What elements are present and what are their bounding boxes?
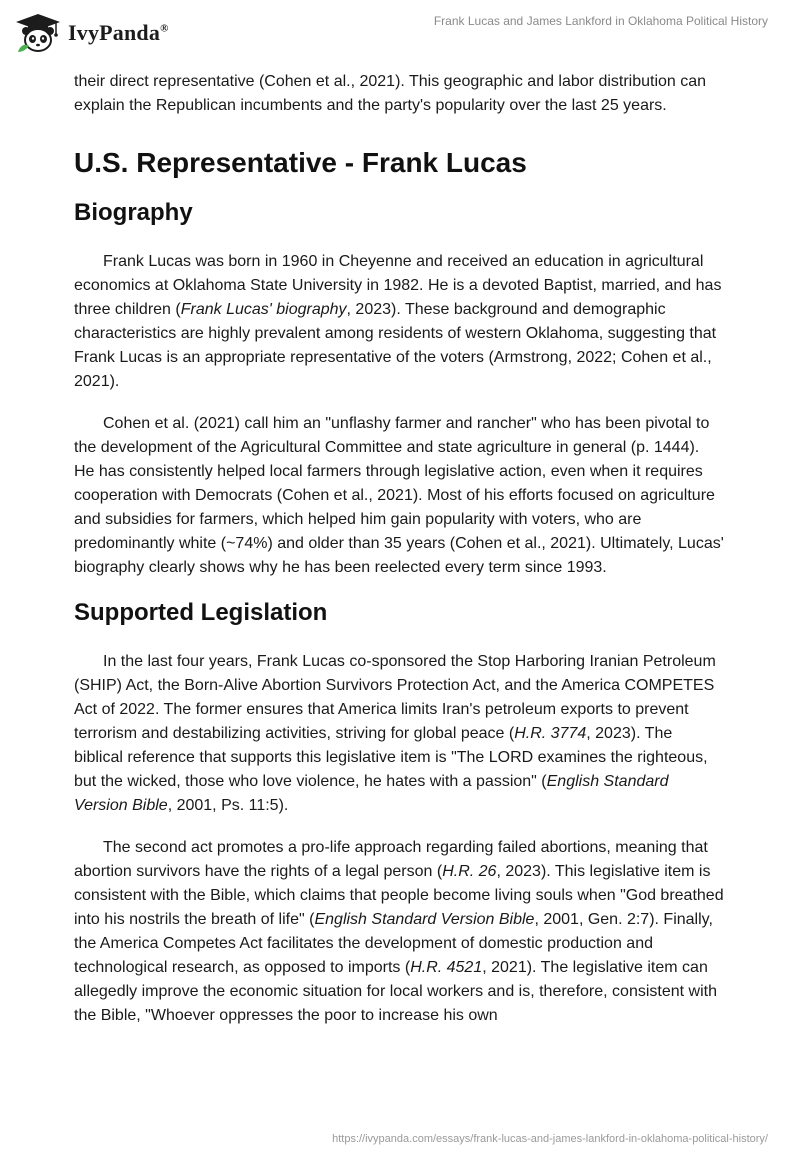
subheading-supported-legislation: Supported Legislation [74, 599, 328, 626]
biography-paragraph-1: Frank Lucas was born in 1960 in Cheyenne and received an education in agricultural economics at Oklahoma State University in 1982. He is a devoted Baptist, married, and has three children (Frank Lucas' biography, 2023). These background and demographic characteristics are highly prevalent among residents of western Oklahoma, suggesting that Frank Lucas is an appropriate representative of the voters (Armstrong, 2022; Cohen et al., 2021). [74, 253, 722, 390]
legislation-paragraph-2: The second act promotes a pro-life approach regarding failed abortions, meaning that abortion survivors have the rights of a legal person (H.R. 26, 2023). This legislative item is consistent with the Bible, which claims that people become living souls when "God breathed into his nostrils the breath of life" (English Standard Version Bible, 2001, Gen. 2:7). Finally, the America Competes Act facilitates the development of domestic production and technological research, as opposed to imports (H.R. 4521, 2021). The legislative item can allegedly improve the economic situation for local workers and is, therefore, consistent with the Bible, "Whoever oppresses the poor to increase his own [74, 839, 724, 1024]
intro-paragraph: their direct representative (Cohen et al., 2021). This geographic and labor distribution can explain the Republican incumbents and the party's popularity over the last 25 years. [74, 73, 707, 114]
section-heading-frank-lucas: U.S. Representative - Frank Lucas [74, 147, 527, 178]
source-url[interactable]: https://ivypanda.com/essays/frank-lucas-and-james-lankford-in-oklahoma-political-history/ [332, 1133, 768, 1145]
biography-paragraph-2: Cohen et al. (2021) call him an "unflashy farmer and rancher" who has been pivotal to the development of the Agricultural Committee and state agriculture in general (p. 1444). He has consistently helped local farmers through legislative action, even when it requires cooperation with Democrats (Cohen et al., 2021). Most of his efforts focused on agriculture and subsidies for farmers, which helped him gain popularity with voters, who are predominantly white (~74%) and older than 35 years (Cohen et al., 2021). Ultimately, Lucas' biography clearly shows why he has been reelected every term since 1993. [74, 415, 724, 576]
legislation-paragraph-1: In the last four years, Frank Lucas co-sponsored the Stop Harboring Iranian Petroleum (SHIP) Act, the Born-Alive Abortion Survivors Protection Act, and the America COMPETES Act of 2022. The former ensures that America limits Iran's petroleum exports to prevent terrorism and destabilizing activities, striving for global peace (H.R. 3774, 2023). The biblical reference that supports this legislative item is "The LORD examines the righteous, but the wicked, those who love violence, he hates with a passion" (English Standard Version Bible, 2001, Ps. 11:5). [74, 653, 716, 814]
panda-graduate-icon [14, 12, 62, 54]
ivypanda-logo[interactable] [14, 10, 184, 56]
page-header [0, 0, 800, 70]
essay-content [74, 70, 724, 1028]
brand-name: IvyPanda® [68, 20, 169, 45]
document-title: Frank Lucas and James Lankford in Oklahoma Political History [433, 14, 768, 28]
subheading-biography: Biography [74, 199, 193, 226]
